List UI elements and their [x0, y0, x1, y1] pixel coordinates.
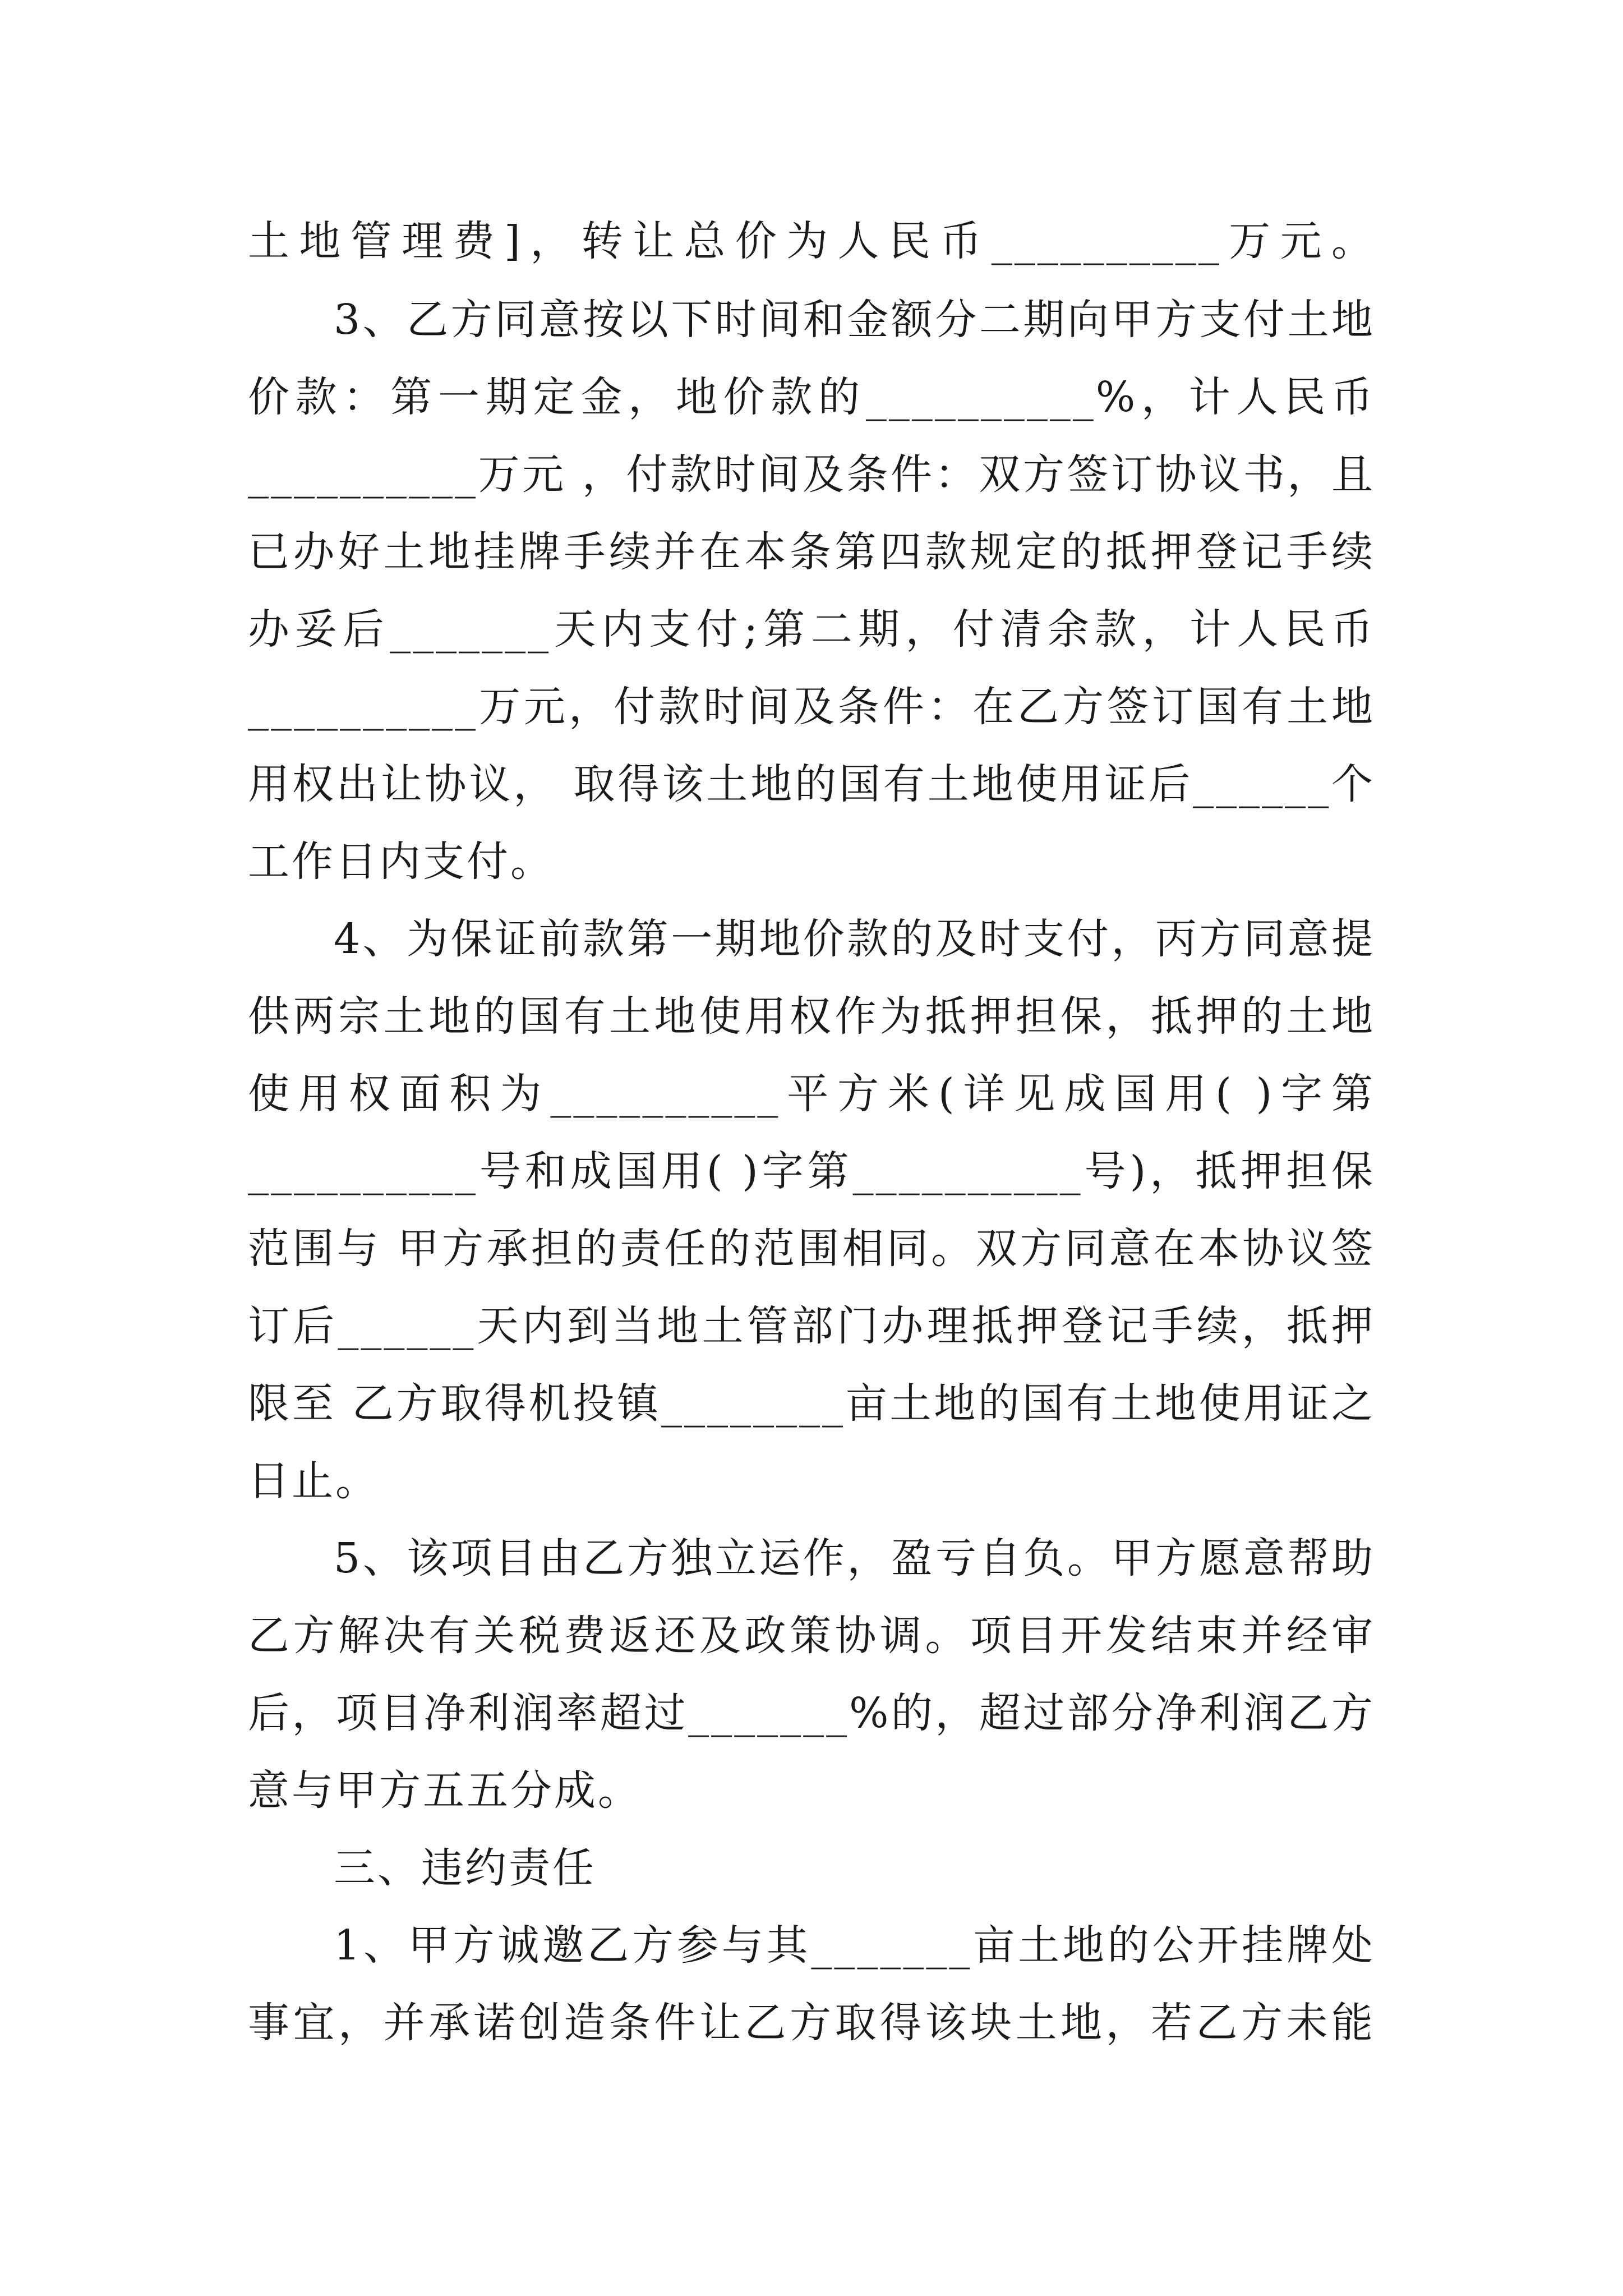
text-line: __________万元，付款时间及条件：在乙方签订国有土地	[248, 683, 1375, 731]
text-line: 事宜，并承诺创造条件让乙方取得该块土地，若乙方未能	[248, 1999, 1375, 2047]
text-line: 使用权面积为__________平方米(详见成国用( )字第	[248, 1070, 1375, 1118]
text-line: 3、乙方同意按以下时间和金额分二期向甲方支付土地	[334, 296, 1375, 344]
text-line: 价款：第一期定金，地价款的__________%，计人民币	[248, 373, 1375, 421]
text-line: 1、甲方诚邀乙方参与其_______亩土地的公开挂牌处	[334, 1921, 1375, 1970]
text-line: 范围与 甲方承担的责任的范围相同。双方同意在本协议签	[248, 1225, 1375, 1273]
text-line: 已办好土地挂牌手续并在本条第四款规定的抵押登记手续	[248, 528, 1375, 576]
text-line: 工作日内支付。	[248, 838, 554, 886]
text-line: 5、该项目由乙方独立运作，盈亏自负。甲方愿意帮助	[334, 1534, 1375, 1582]
text-line: 土地管理费]，转让总价为人民币__________万元。	[248, 217, 1375, 265]
text-line: 订后______天内到当地土管部门办理抵押登记手续，抵押	[248, 1302, 1375, 1350]
text-line: __________万元 ，付款时间及条件：双方签订协议书，且	[248, 450, 1375, 499]
text-line: 意与甲方五五分成。	[248, 1766, 642, 1815]
text-line: 限至 乙方取得机投镇________亩土地的国有土地使用证之	[248, 1379, 1375, 1428]
text-line: __________号和成国用( )字第__________号)，抵押担保	[248, 1147, 1375, 1195]
text-line: 用权出让协议， 取得该土地的国有土地使用证后______个	[248, 760, 1375, 808]
text-line: 供两宗土地的国有土地使用权作为抵押担保，抵押的土地	[248, 992, 1375, 1041]
text-line: 日止。	[248, 1457, 379, 1505]
text-line: 4、为保证前款第一期地价款的及时支付，丙方同意提	[334, 915, 1375, 963]
text-line: 后，项目净利润率超过_______%的，超过部分净利润乙方	[248, 1689, 1375, 1737]
section-heading: 三、违约责任	[334, 1844, 596, 1892]
text-line: 乙方解决有关税费返还及政策协调。项目开发结束并经审	[248, 1612, 1375, 1660]
text-line: 办妥后_______天内支付;第二期，付清余款，计人民币	[248, 605, 1375, 654]
